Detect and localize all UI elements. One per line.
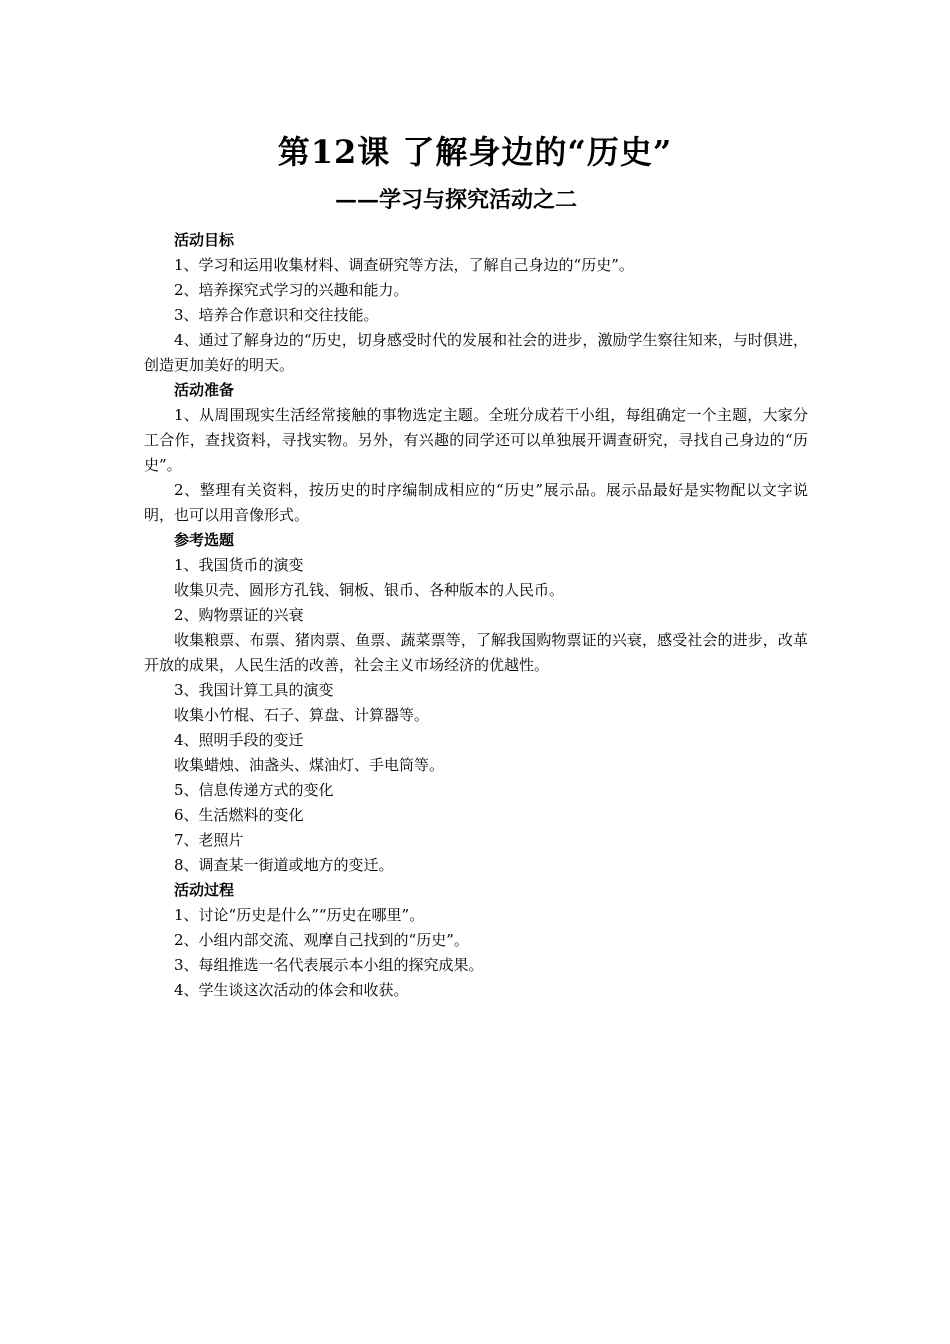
- paragraph: 4、学生谈这次活动的体会和收获。: [174, 981, 409, 999]
- section-heading-topics: 参考选题: [174, 531, 235, 549]
- paragraph: 收集贝壳、圆形方孔钱、铜板、银币、各种版本的人民币。: [174, 581, 565, 599]
- paragraph: 2、培养探究式学习的兴趣和能力。: [174, 281, 409, 299]
- paragraph: 收集小竹棍、石子、算盘、计算器等。: [174, 706, 430, 724]
- paragraph: 3、培养合作意识和交往技能。: [174, 306, 379, 324]
- section-heading-preparation: 活动准备: [174, 381, 235, 399]
- page-title: 第12课 了解身边的“历史”: [277, 133, 673, 171]
- paragraph: 4、照明手段的变迁: [174, 731, 304, 749]
- paragraph: 3、每组推选一名代表展示本小组的探究成果。: [174, 956, 484, 974]
- paragraph: 3、我国计算工具的演变: [174, 681, 334, 699]
- paragraph: 5、信息传递方式的变化: [174, 781, 334, 799]
- paragraph: 2、小组内部交流、观摩自己找到的“历史”。: [174, 931, 469, 949]
- section-heading-goals: 活动目标: [174, 231, 235, 249]
- paragraph: 收集粮票、布票、猪肉票、鱼票、蔬菜票等，了解我国购物票证的兴衰，感受社会的进步，改革开放的成果，人民生活的改善，社会主义市场经济的优越性。: [144, 631, 808, 674]
- paragraph: 1、学习和运用收集材料、调查研究等方法，了解自己身边的“历史”。: [174, 256, 634, 274]
- paragraph: 2、整理有关资料，按历史的时序编制成相应的“历史”展示品。展示品最好是实物配以文字说明，也可以用音像形式。: [144, 481, 808, 524]
- page-subtitle: ——学习与探究活动之二: [335, 187, 578, 213]
- paragraph: 8、调查某一街道或地方的变迁。: [174, 856, 394, 874]
- paragraph: 2、购物票证的兴衰: [174, 606, 304, 624]
- paragraph: 1、讨论“历史是什么”“历史在哪里”。: [174, 906, 425, 924]
- paragraph: 1、我国货币的演变: [174, 556, 304, 574]
- section-heading-process: 活动过程: [174, 881, 235, 899]
- paragraph: 4、通过了解身边的“历史，切身感受时代的发展和社会的进步，激励学生察往知来，与时俱进，创造更加美好的明天。: [144, 331, 808, 374]
- paragraph: 6、生活燃料的变化: [174, 806, 304, 824]
- paragraph: 7、老照片: [174, 831, 244, 849]
- document-body: [144, 228, 808, 1003]
- paragraph: 1、从周围现实生活经常接触的事物选定主题。全班分成若干小组，每组确定一个主题，大家分工合作，查找资料，寻找实物。另外，有兴趣的同学还可以单独展开调查研究，寻找自己身边的“历史”。: [144, 406, 808, 474]
- paragraph: 收集蜡烛、油盏头、煤油灯、手电筒等。: [174, 756, 445, 774]
